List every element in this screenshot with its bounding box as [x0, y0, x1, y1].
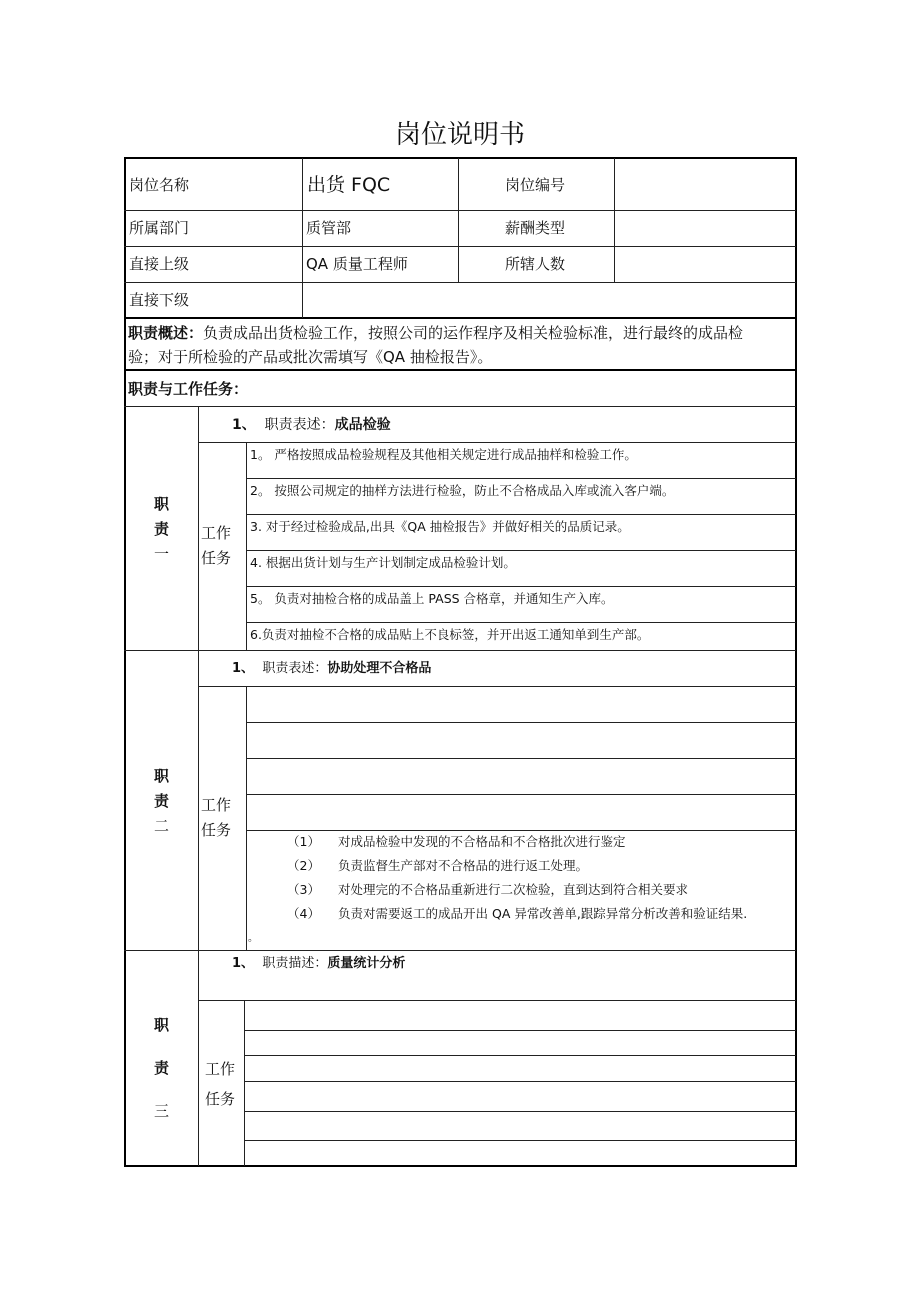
duty2-task-label-1: 工作 [201, 796, 232, 814]
row-line [246, 722, 796, 723]
table-border [124, 1165, 797, 1167]
duty2-side-3: 二 [154, 817, 170, 835]
col-line [246, 686, 247, 950]
duty2-task-num: （1） [287, 834, 320, 849]
row-line [246, 622, 796, 623]
duty2-desc [232, 660, 431, 678]
duty3-task-label-2: 任务 [205, 1090, 236, 1108]
col-line [458, 158, 459, 282]
duty2-task: 负责对需要返工的成品开出 QA 异常改善单,跟踪异常分析改善和验证结果. [338, 906, 748, 921]
row-line [246, 586, 796, 587]
row-line [246, 794, 796, 795]
duty3-num: 1、 [232, 956, 255, 971]
row-line [244, 1030, 796, 1031]
duty1-num: 1、 [232, 417, 256, 433]
row-line [124, 282, 796, 283]
superior-label: 直接上级 [129, 255, 190, 273]
duty1-task: 6.负责对抽检不合格的成品贴上不良标签，并开出返工通知单到生产部。 [250, 627, 650, 642]
duty1-desc [232, 416, 391, 434]
row-line [244, 1140, 796, 1141]
row-line [246, 514, 796, 515]
duty1-task: 5。 负责对抽检合格的成品盖上 PASS 合格章，并通知生产入库。 [250, 591, 614, 606]
duty3-desc-text: 质量统计分析 [327, 956, 406, 971]
col-line [302, 158, 303, 318]
row-line [124, 246, 796, 247]
table-border [795, 157, 797, 1167]
duty1-task: 4. 根据出货计划与生产计划制定成品检验计划。 [250, 555, 516, 570]
duties-header: 职责与工作任务： [128, 380, 249, 398]
duty2-task-num: （4） [287, 906, 320, 921]
duty2-task-label-2: 任务 [201, 821, 232, 839]
row-line [124, 406, 796, 407]
superior-value: QA 质量工程师 [306, 255, 408, 273]
duty2-task: 负责监督生产部对不合格品的进行返工处理。 [338, 858, 589, 873]
row-line [244, 1111, 796, 1112]
table-border [124, 157, 126, 1167]
duty2-desc-label: 职责表述： [262, 661, 328, 676]
duty1-desc-label: 职责表述： [264, 417, 335, 433]
duty3-desc [232, 955, 405, 973]
page-title: 岗位说明书 [394, 120, 525, 150]
summary-text-2: 验；对于所检验的产品或批次需填写《QA 抽检报告》。 [128, 348, 493, 366]
duty3-side-2: 责 [154, 1059, 170, 1077]
duty1-side-1: 职 [154, 495, 170, 513]
duty3-desc-label: 职责描述： [262, 956, 328, 971]
row-line [198, 1000, 796, 1001]
duty2-task-num: （3） [287, 882, 320, 897]
row-line [246, 758, 796, 759]
row-line [124, 369, 796, 371]
row-line [244, 1055, 796, 1056]
duty3-task-label-1: 工作 [205, 1060, 236, 1078]
duty2-side-1: 职 [154, 767, 170, 785]
duty1-task-label-2: 任务 [201, 549, 232, 567]
col-line [246, 442, 247, 650]
row-line [244, 1081, 796, 1082]
summary-line-1 [128, 324, 743, 342]
duty1-desc-text: 成品检验 [334, 417, 391, 433]
row-line [198, 442, 796, 443]
duty2-side-2: 责 [154, 792, 170, 810]
duty3-side-1: 职 [154, 1016, 170, 1034]
table-border [124, 157, 797, 159]
duty1-task-label-1: 工作 [201, 524, 232, 542]
dept-value: 质管部 [306, 219, 352, 237]
duty2-task: 对处理完的不合格品重新进行二次检验，直到达到符合相关要求 [338, 882, 689, 897]
duty2-task-num: （2） [287, 858, 320, 873]
row-line [124, 650, 796, 651]
row-line [246, 478, 796, 479]
row-line [246, 550, 796, 551]
salary-type-label: 薪酬类型 [505, 219, 566, 237]
duty1-task: 1。 严格按照成品检验规程及其他相关规定进行成品抽样和检验工作。 [250, 447, 637, 462]
duty1-task: 2。 按照公司规定的抽样方法进行检验，防止不合格成品入库或流入客户端。 [250, 483, 675, 498]
duty3-side-3: 三 [154, 1102, 170, 1120]
staff-count-label: 所辖人数 [505, 255, 566, 273]
duty2-desc-text: 协助处理不合格品 [327, 661, 432, 676]
duty2-trailing: 。 [248, 933, 258, 944]
subordinate-label: 直接下级 [129, 291, 190, 309]
duty1-task: 3. 对于经过检验成品,出具《QA 抽检报告》并做好相关的品质记录。 [250, 519, 630, 534]
duty1-side-3: 一 [154, 545, 170, 563]
row-line [246, 830, 796, 831]
dept-label: 所属部门 [129, 219, 190, 237]
col-line [244, 1000, 245, 1166]
duty2-num: 1、 [232, 661, 255, 676]
row-line [124, 210, 796, 211]
col-line [198, 406, 199, 1166]
col-line [614, 158, 615, 282]
summary-label: 职责概述： [128, 324, 204, 342]
row-line [198, 686, 796, 687]
position-name-value: 出货 FQC [307, 174, 391, 196]
row-line [124, 317, 796, 319]
row-line [124, 950, 796, 951]
position-no-label: 岗位编号 [505, 176, 566, 194]
duty2-task: 对成品检验中发现的不合格品和不合格批次进行鉴定 [338, 834, 626, 849]
duty1-side-2: 责 [154, 520, 170, 538]
position-name-label: 岗位名称 [129, 176, 190, 194]
summary-text-1: 负责成品出货检验工作，按照公司的运作程序及相关检验标准，进行最终的成品检 [203, 324, 744, 342]
